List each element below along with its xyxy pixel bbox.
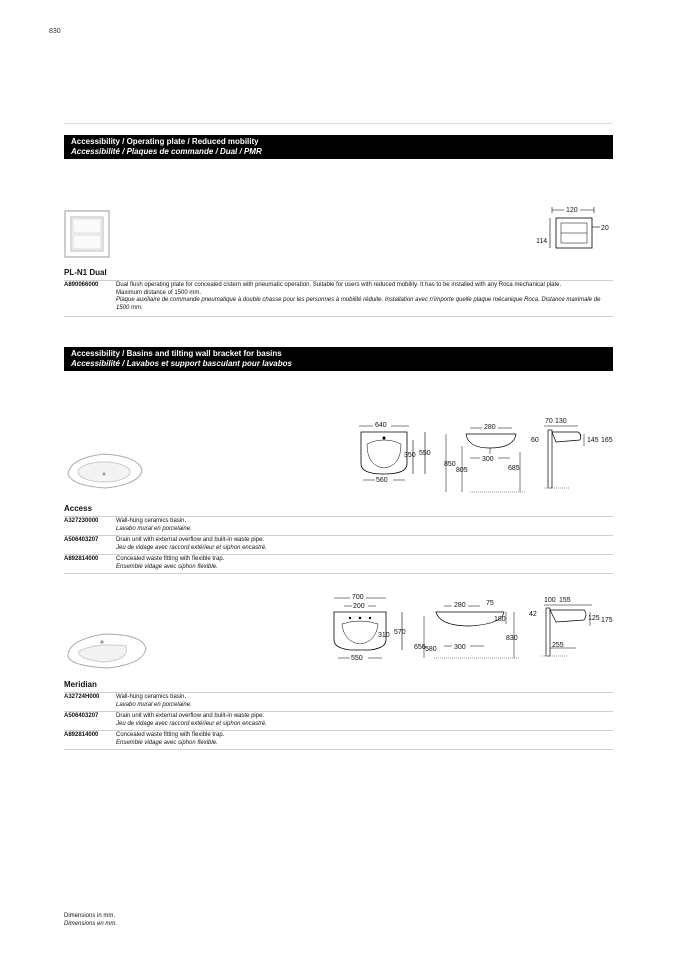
table-row	[64, 554, 613, 573]
section-title-fr: Accessibilité / Lavabos et support basculant pour lavabos	[71, 359, 292, 368]
description-en: Drain unit with external overflow and built-in waste pipe.	[116, 713, 265, 719]
table-row	[64, 711, 613, 730]
meridian-side-dim-5: 300	[454, 644, 466, 651]
product-name-plate: PL-N1 Dual	[64, 268, 107, 277]
meridian-front-dim-2: 310	[378, 632, 390, 639]
plate-photo	[64, 210, 112, 260]
access-bracket-dim-1: 130	[555, 418, 567, 425]
product-code: A506403207	[64, 713, 99, 719]
description-en: Dual flush operating plate for concealed cistern with pneumatic operation. Suitable for users with reduced mobility. It has to be installed with any Roca mechanical plate.	[116, 282, 562, 288]
meridian-front-dim-4: 550	[351, 655, 363, 662]
access-basin-photo	[64, 448, 146, 492]
row-divider	[64, 316, 613, 317]
section-title-en: Accessibility / Basins and tilting wall bracket for basins	[71, 349, 282, 358]
description-en: Wall-hung ceramics basin.	[116, 518, 187, 524]
access-front-dim-1: 350	[404, 452, 416, 459]
meridian-front-dim-1: 200	[353, 603, 365, 610]
plate-dim-depth: 20	[601, 225, 609, 232]
section-title-en: Accessibility / Operating plate / Reduced mobility	[71, 137, 259, 146]
access-front-dim-0: 640	[375, 422, 387, 429]
description-fr: Jeu de vidage avec raccord extérieur et siphon encastré.	[116, 720, 267, 727]
description-fr: Lavabo mural en porcelaine.	[116, 701, 192, 708]
meridian-bracket-dim-4: 175	[601, 617, 613, 624]
product-code: A892814000	[64, 732, 99, 738]
meridian-bracket-dim-5: 255	[552, 642, 564, 649]
product-name-meridian: Meridian	[64, 680, 97, 689]
access-bracket-drawing	[530, 414, 616, 494]
section-header-operating-plate	[64, 135, 613, 159]
meridian-side-dim-2: 180	[494, 616, 506, 623]
meridian-bracket-drawing	[528, 592, 614, 666]
access-side-dim-4: 685	[508, 465, 520, 472]
description-fr: Ensemble vidage avec siphon flexible.	[116, 739, 218, 746]
page-number: 830	[49, 28, 61, 35]
product-code: A890066000	[64, 282, 99, 288]
description-en: Drain unit with external overflow and built-in waste pipe.	[116, 537, 265, 543]
description-en: Concealed waste fitting with flexible trap.	[116, 556, 225, 562]
meridian-bracket-dim-2: 42	[529, 611, 537, 618]
product-code: A892814000	[64, 556, 99, 562]
meridian-side-dim-6: 830	[506, 635, 518, 642]
access-front-dim-3: 560	[376, 477, 388, 484]
product-name-access: Access	[64, 504, 93, 513]
access-side-dim-3: 805	[456, 467, 468, 474]
product-code: A32724H000	[64, 694, 100, 700]
access-side-dim-2: 850	[444, 461, 456, 468]
access-bracket-dim-0: 70	[545, 418, 553, 425]
meridian-side-dim-3: 656	[414, 644, 426, 651]
product-description	[116, 732, 611, 747]
section-header-basins	[64, 347, 613, 371]
table-row	[64, 535, 613, 554]
product-description	[116, 282, 611, 312]
table-row	[64, 730, 613, 749]
product-description	[116, 518, 611, 533]
access-front-dim-2: 550	[419, 450, 431, 457]
meridian-front-drawing	[330, 592, 412, 666]
meridian-side-dim-0: 280	[454, 602, 466, 609]
meridian-bracket-dim-0: 100	[544, 597, 556, 604]
product-description	[116, 537, 611, 552]
meridian-bracket-dim-3: 125	[588, 615, 600, 622]
row-divider	[64, 749, 613, 750]
access-side-drawing	[440, 418, 530, 494]
top-divider	[64, 123, 613, 124]
product-code: A327230000	[64, 518, 99, 524]
description-fr: Jeu de vidage avec raccord extérieur et siphon encastré.	[116, 544, 267, 551]
description-fr: Plaque auxiliaire de commande pneumatique à double chasse pour les personnes à mobilité réduite. Installation avec n'importe quelle plaque mécanique Roca. Distance maximale de 1500 mm.	[116, 297, 601, 311]
footer-fr: Dimensions en mm.	[64, 920, 118, 927]
meridian-side-drawing	[414, 596, 524, 666]
table-row	[64, 692, 613, 711]
footer-note	[64, 913, 117, 928]
description-en: Concealed waste fitting with flexible trap.	[116, 732, 225, 738]
description-en: Wall-hung ceramics basin.	[116, 694, 187, 700]
product-description	[116, 694, 611, 709]
description-fr: Lavabo mural en porcelaine.	[116, 525, 192, 532]
product-description	[116, 713, 611, 728]
description-en-2: Maximum distance of 1500 mm.	[116, 289, 202, 296]
plate-dim-height: 114	[536, 238, 548, 245]
access-side-dim-0: 280	[484, 424, 496, 431]
section-title-fr: Accessibilité / Plaques de commande / Dual / PMR	[71, 147, 262, 156]
product-description	[116, 556, 611, 571]
plate-dimension-drawing	[530, 200, 614, 252]
table-row	[64, 516, 613, 535]
meridian-side-dim-1: 75	[486, 600, 494, 607]
access-bracket-dim-3: 145	[587, 437, 599, 444]
meridian-front-dim-0: 700	[352, 594, 364, 601]
access-side-dim-1: 300	[482, 456, 494, 463]
row-divider	[64, 573, 613, 574]
description-fr: Ensemble vidage avec siphon flexible.	[116, 563, 218, 570]
meridian-bracket-dim-1: 155	[559, 597, 571, 604]
product-code: A506403207	[64, 537, 99, 543]
meridian-basin-photo	[64, 626, 150, 672]
meridian-side-dim-4: 580	[425, 646, 437, 653]
table-row	[64, 280, 613, 317]
footer-en: Dimensions in mm.	[64, 913, 116, 919]
plate-dim-width: 120	[566, 207, 578, 214]
access-front-drawing	[355, 418, 435, 488]
access-bracket-dim-4: 165	[601, 437, 613, 444]
access-bracket-dim-2: 60	[531, 437, 539, 444]
meridian-front-dim-3: 570	[394, 629, 406, 636]
